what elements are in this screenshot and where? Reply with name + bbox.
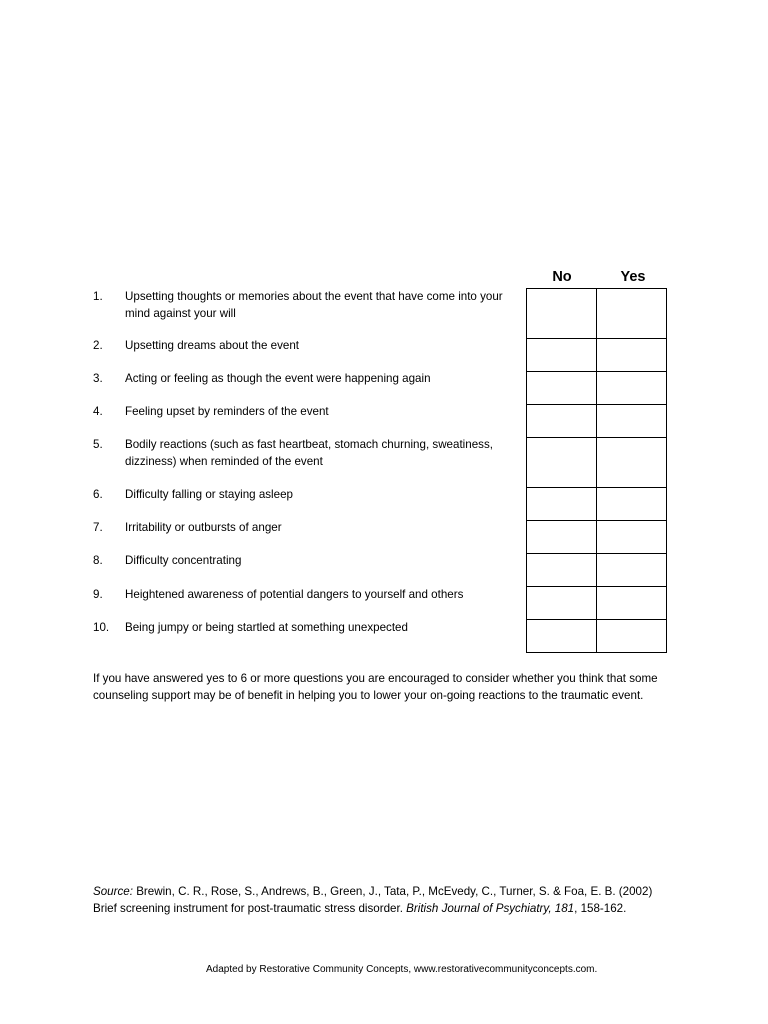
question-text: Upsetting dreams about the event <box>125 339 300 352</box>
question-text: Heightened awareness of potential dangers to yourself and others <box>125 588 464 601</box>
answer-cell-no[interactable] <box>527 289 597 339</box>
answer-cell-yes[interactable] <box>597 289 667 339</box>
answer-cell-no[interactable] <box>527 620 597 653</box>
column-header-no: No <box>552 269 572 285</box>
question-text: Being jumpy or being startled at something unexpected <box>125 621 408 634</box>
question-number: 4. <box>93 405 103 418</box>
answer-cell-yes[interactable] <box>597 554 667 587</box>
answer-cell-no[interactable] <box>527 488 597 521</box>
question-number: 2. <box>93 339 103 352</box>
question-number: 6. <box>93 488 103 501</box>
question-text: Upsetting thoughts or memories about the event that have come into your mind against your will <box>125 290 503 320</box>
question-text: Acting or feeling as though the event were happening again <box>125 372 431 385</box>
question-number: 8. <box>93 554 103 567</box>
answer-cell-yes[interactable] <box>597 438 667 488</box>
question-number: 5. <box>93 438 103 451</box>
source-label: Source: <box>93 885 133 898</box>
source-citation <box>93 883 673 917</box>
source-authors: Brewin, C. R., Rose, S., Andrews, B., Green, J., Tata, P., McEvedy, C., Turner, S. & Foa, E. B. (2002) Brief screening instrument for post-traumatic stress disorder. <box>93 885 653 915</box>
source-journal: British Journal of Psychiatry, 181 <box>406 902 575 915</box>
question-number: 7. <box>93 521 103 534</box>
answer-grid <box>526 288 667 653</box>
question-number: 9. <box>93 588 103 601</box>
question-text: Irritability or outbursts of anger <box>125 521 282 534</box>
answer-cell-yes[interactable] <box>597 587 667 620</box>
question-text: Difficulty concentrating <box>125 554 242 567</box>
question-text: Bodily reactions (such as fast heartbeat, stomach churning, sweatiness, dizziness) when reminded of the event <box>125 438 493 468</box>
answer-cell-no[interactable] <box>527 405 597 438</box>
answer-cell-no[interactable] <box>527 587 597 620</box>
question-text: Feeling upset by reminders of the event <box>125 405 329 418</box>
scoring-note: If you have answered yes to 6 or more questions you are encouraged to consider whether you think that some counseling support may be of benefit in helping you to lower your on-going reactions to the traumatic event. <box>93 672 658 702</box>
answer-cell-no[interactable] <box>527 438 597 488</box>
answer-cell-yes[interactable] <box>597 488 667 521</box>
question-number: 3. <box>93 372 103 385</box>
source-pages: , 158-162. <box>574 902 627 915</box>
question-number: 10. <box>93 621 110 634</box>
answer-cell-no[interactable] <box>527 521 597 554</box>
answer-cell-yes[interactable] <box>597 372 667 405</box>
question-text: Difficulty falling or staying asleep <box>125 488 293 501</box>
column-header-yes: Yes <box>620 269 646 285</box>
answer-cell-yes[interactable] <box>597 521 667 554</box>
answer-cell-yes[interactable] <box>597 339 667 372</box>
answer-cell-no[interactable] <box>527 339 597 372</box>
answer-cell-yes[interactable] <box>597 620 667 653</box>
answer-cell-no[interactable] <box>527 372 597 405</box>
adapted-credit: Adapted by Restorative Community Concepts, www.restorativecommunityconcepts.com. <box>206 964 598 975</box>
answer-cell-no[interactable] <box>527 554 597 587</box>
answer-cell-yes[interactable] <box>597 405 667 438</box>
question-number: 1. <box>93 290 103 303</box>
